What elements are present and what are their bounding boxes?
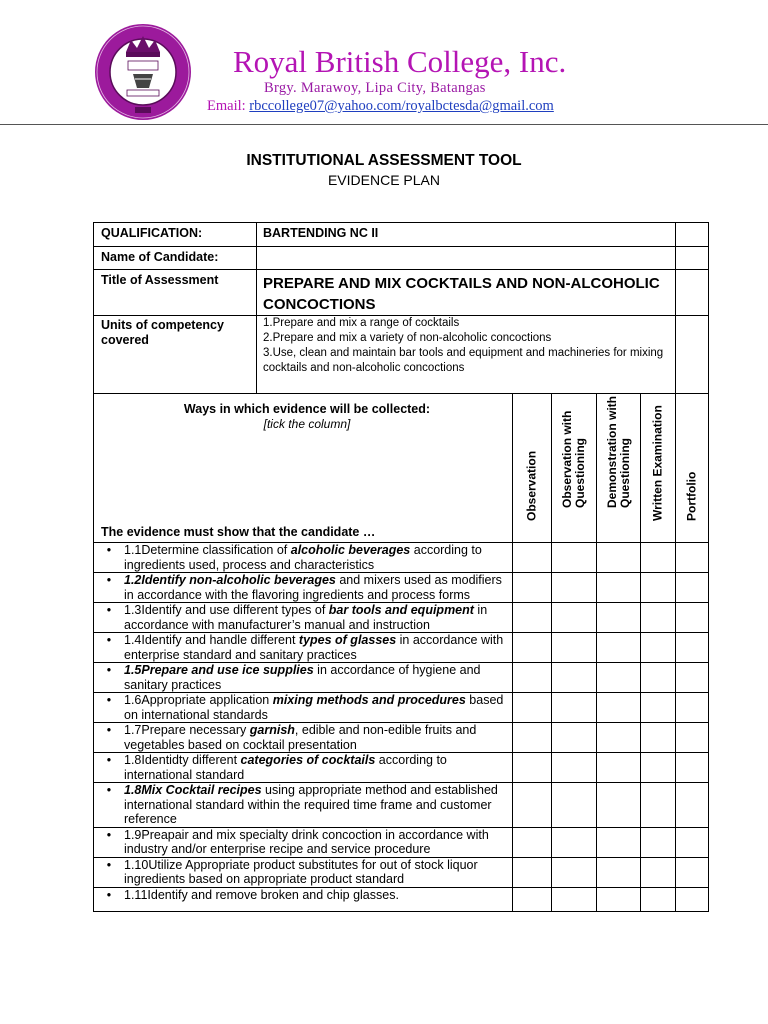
evidence-item-post: and mixers used as modifiers in accordance with the flavoring ingredients and process forms: [124, 573, 502, 602]
bullet-icon: •: [106, 827, 112, 842]
evidence-row: [94, 543, 709, 573]
tick-cell[interactable]: [676, 753, 709, 783]
bullet-icon: •: [106, 573, 112, 587]
evidence-item-text: [124, 723, 509, 752]
tick-cell[interactable]: [676, 573, 709, 603]
evidence-item-emphasis: alcoholic beverages: [290, 543, 411, 557]
assessment-title-value: PREPARE AND MIX COCKTAILS AND NON-ALCOHOLIC CONCOCTIONS: [257, 270, 676, 316]
evidence-row: [94, 783, 709, 828]
evidence-item-text: [124, 858, 509, 887]
evidence-item-text: [124, 573, 509, 602]
evidence-row: [94, 723, 709, 753]
assessment-title-tick-cell[interactable]: [676, 270, 709, 316]
tick-cell[interactable]: [676, 723, 709, 753]
evidence-item: [94, 573, 513, 603]
tick-cell[interactable]: [597, 573, 641, 603]
evidence-item-pre: 1.3Identify and use different types of: [124, 603, 329, 617]
tick-cell[interactable]: [641, 543, 676, 573]
tick-cell[interactable]: [552, 857, 597, 887]
evidence-item-text: [124, 693, 509, 722]
method-header-written-exam: [641, 394, 676, 543]
email-link[interactable]: rbccollege07@yahoo.com/royalbctesda@gmail.com: [249, 98, 554, 114]
tick-cell[interactable]: [676, 633, 709, 663]
tick-cell[interactable]: [597, 723, 641, 753]
tick-cell[interactable]: [513, 753, 552, 783]
tick-cell[interactable]: [676, 543, 709, 573]
ways-heading: Ways in which evidence will be collected:: [183, 402, 431, 416]
method-header-demonstration-questioning: [597, 394, 641, 543]
tick-cell[interactable]: [513, 887, 552, 911]
tick-cell[interactable]: [676, 857, 709, 887]
evidence-item: [94, 543, 513, 573]
tick-cell[interactable]: [513, 603, 552, 633]
evidence-item-post: according to international standard: [124, 753, 447, 782]
evidence-item-emphasis: categories of cocktails: [240, 753, 376, 767]
assessment-title-row: [94, 270, 709, 316]
school-email: [207, 98, 554, 115]
evidence-row: [94, 753, 709, 783]
evidence-item: [94, 753, 513, 783]
tick-cell[interactable]: [641, 693, 676, 723]
evidence-item: [94, 723, 513, 753]
method-label: Portfolio: [684, 471, 699, 521]
evidence-item-text: [124, 783, 509, 827]
evidence-item-emphasis: types of glasses: [298, 633, 397, 647]
bullet-icon: •: [106, 887, 112, 902]
email-label: Email:: [207, 98, 250, 114]
bullet-icon: •: [106, 543, 112, 557]
tick-cell[interactable]: [597, 633, 641, 663]
evidence-item-pre: 1.1Determine classification of: [124, 543, 291, 557]
evidence-row: [94, 857, 709, 887]
evidence-item-emphasis: 1.5Prepare and use ice supplies: [124, 663, 314, 677]
evidence-item-post: in accordance of hygiene and sanitary practices: [124, 663, 481, 692]
tick-cell[interactable]: [513, 633, 552, 663]
qualification-row: [94, 223, 709, 247]
school-seal-icon: [93, 22, 193, 122]
method-label: Written Examination: [650, 405, 665, 521]
tick-cell[interactable]: [552, 887, 597, 911]
evidence-row: [94, 603, 709, 633]
evidence-item: [94, 783, 513, 828]
evidence-item: [94, 603, 513, 633]
evidence-item: [94, 663, 513, 693]
evidence-item-post: according to ingredients used, process and characteristics: [124, 543, 482, 572]
evidence-item-pre: 1.6Appropriate application: [124, 693, 273, 707]
evidence-item-pre: 1.10Utilize Appropriate product substitutes for out of stock liquor ingredients based on appropriate product standard: [124, 857, 478, 886]
tick-cell[interactable]: [641, 783, 676, 828]
method-header-observation: [513, 394, 552, 543]
evidence-item: [94, 827, 513, 857]
document-subtitle: EVIDENCE PLAN: [327, 172, 441, 188]
evidence-item: [94, 887, 513, 911]
tick-cell[interactable]: [513, 783, 552, 828]
method-label: Observation with Questioning: [560, 410, 587, 508]
tick-cell[interactable]: [597, 783, 641, 828]
evidence-item-text: [124, 543, 509, 572]
qualification-label: QUALIFICATION:: [94, 223, 257, 247]
method-header-observation-questioning: [552, 394, 597, 543]
evidence-item-pre: 1.7Prepare necessary: [124, 723, 250, 737]
units-row: [94, 316, 709, 394]
tick-cell[interactable]: [597, 663, 641, 693]
evidence-item-text: [124, 663, 509, 692]
tick-cell[interactable]: [641, 633, 676, 663]
tick-cell[interactable]: [597, 693, 641, 723]
evidence-row: [94, 573, 709, 603]
tick-cell[interactable]: [552, 693, 597, 723]
method-label: Demonstration with Questioning: [604, 395, 632, 508]
tick-cell[interactable]: [552, 663, 597, 693]
evidence-item-emphasis: garnish: [249, 723, 295, 737]
tick-cell[interactable]: [676, 783, 709, 828]
tick-cell[interactable]: [552, 723, 597, 753]
bullet-icon: •: [106, 693, 112, 707]
tick-cell[interactable]: [597, 753, 641, 783]
school-name: Royal British College, Inc.: [233, 44, 567, 79]
evidence-item: [94, 633, 513, 663]
units-label: Units of competency covered: [94, 316, 257, 394]
tick-cell[interactable]: [676, 827, 709, 857]
tick-cell[interactable]: [641, 723, 676, 753]
tick-cell[interactable]: [597, 603, 641, 633]
evidence-item: [94, 857, 513, 887]
tick-cell[interactable]: [552, 543, 597, 573]
evidence-row: [94, 633, 709, 663]
method-label: Observation: [524, 450, 539, 521]
tick-cell[interactable]: [641, 573, 676, 603]
evidence-item-emphasis: bar tools and equipment: [328, 603, 474, 617]
candidate-tick-cell[interactable]: [676, 247, 709, 270]
tick-cell[interactable]: [641, 603, 676, 633]
tick-cell[interactable]: [513, 723, 552, 753]
bullet-icon: •: [106, 603, 112, 617]
evidence-item-pre: 1.11Identify and remove broken and chip glasses.: [124, 887, 399, 902]
unit-item: 2.Prepare and mix a variety of non-alcoholic concoctions: [263, 332, 552, 344]
evidence-item-emphasis: 1.2Identify non-alcoholic beverages: [124, 573, 336, 587]
tick-cell[interactable]: [513, 857, 552, 887]
tick-cell[interactable]: [597, 887, 641, 911]
bullet-icon: •: [106, 723, 112, 737]
units-tick-cell[interactable]: [676, 316, 709, 394]
evidence-item-text: [124, 828, 509, 857]
tick-cell[interactable]: [552, 827, 597, 857]
units-list: [257, 316, 676, 394]
tick-cell[interactable]: [597, 827, 641, 857]
unit-item: 3.Use, clean and maintain bar tools and equipment and machineries for mixing cocktails and non-alcoholic concoctions: [263, 347, 664, 374]
tick-cell[interactable]: [641, 663, 676, 693]
tick-cell[interactable]: [676, 693, 709, 723]
evidence-item-text: [124, 888, 509, 903]
bullet-icon: •: [106, 663, 112, 677]
tick-cell[interactable]: [513, 573, 552, 603]
tick-cell[interactable]: [552, 753, 597, 783]
methods-header-row: [94, 394, 709, 543]
evidence-item-post: , edible and non-edible fruits and vegetables based on cocktail presentation: [124, 723, 477, 752]
bullet-icon: •: [106, 857, 112, 872]
tick-cell[interactable]: [552, 603, 597, 633]
tick-cell[interactable]: [513, 693, 552, 723]
evidence-heading: The evidence must show that the candidate …: [101, 525, 376, 539]
tick-cell[interactable]: [641, 857, 676, 887]
candidate-value[interactable]: [257, 247, 676, 270]
tick-cell[interactable]: [597, 543, 641, 573]
evidence-item-post: using appropriate method and established international standard within the required time frame and customer reference: [124, 783, 498, 826]
tick-cell[interactable]: [641, 887, 676, 911]
qualification-value: BARTENDING NC II: [257, 223, 676, 247]
unit-item: 1.Prepare and mix a range of cocktails: [263, 317, 460, 329]
header-divider: [0, 124, 768, 125]
tick-cell[interactable]: [676, 663, 709, 693]
tick-cell[interactable]: [597, 857, 641, 887]
method-header-portfolio: [676, 394, 709, 543]
bullet-icon: •: [106, 783, 112, 797]
tick-cell[interactable]: [641, 827, 676, 857]
evidence-item-emphasis: mixing methods and procedures: [272, 693, 466, 707]
qualification-tick-cell[interactable]: [676, 223, 709, 247]
evidence-row: [94, 827, 709, 857]
evidence-item-text: [124, 603, 509, 632]
evidence-item-text: [124, 633, 509, 662]
tick-cell[interactable]: [641, 753, 676, 783]
bullet-icon: •: [106, 633, 112, 647]
evidence-item: [94, 693, 513, 723]
evidence-item-text: [124, 753, 509, 782]
evidence-item-post: based on international standards: [124, 693, 504, 722]
evidence-row: [94, 693, 709, 723]
assessment-title-label: Title of Assessment: [94, 270, 257, 316]
tick-cell[interactable]: [552, 783, 597, 828]
tick-cell[interactable]: [552, 633, 597, 663]
evidence-item-post: in accordance with enterprise standard and sanitary practices: [124, 633, 504, 662]
tick-cell[interactable]: [552, 573, 597, 603]
evidence-item-pre: 1.4Identify and handle different: [124, 633, 299, 647]
ways-cell: [94, 394, 513, 543]
tick-cell[interactable]: [513, 543, 552, 573]
evidence-item-post: in accordance with manufacturer’s manual and instruction: [124, 603, 488, 632]
tick-cell[interactable]: [676, 603, 709, 633]
candidate-label: Name of Candidate:: [94, 247, 257, 270]
document-title: INSTITUTIONAL ASSESSMENT TOOL: [246, 152, 522, 169]
tick-cell[interactable]: [676, 887, 709, 911]
evidence-item-emphasis: 1.8Mix Cocktail recipes: [124, 783, 262, 797]
bullet-icon: •: [106, 753, 112, 767]
evidence-item-pre: 1.9Preapair and mix specialty drink concoction in accordance with industry and/or enterprise recipe and service procedure: [124, 827, 489, 856]
evidence-row: [94, 887, 709, 911]
evidence-row: [94, 663, 709, 693]
ways-hint: [tick the column]: [263, 417, 351, 431]
tick-cell[interactable]: [513, 827, 552, 857]
evidence-plan-table: [93, 222, 709, 912]
tick-cell[interactable]: [513, 663, 552, 693]
school-address: Brgy. Marawoy, Lipa City, Batangas: [264, 80, 486, 96]
evidence-item-pre: 1.8Identidty different: [124, 753, 241, 767]
candidate-row: [94, 247, 709, 270]
